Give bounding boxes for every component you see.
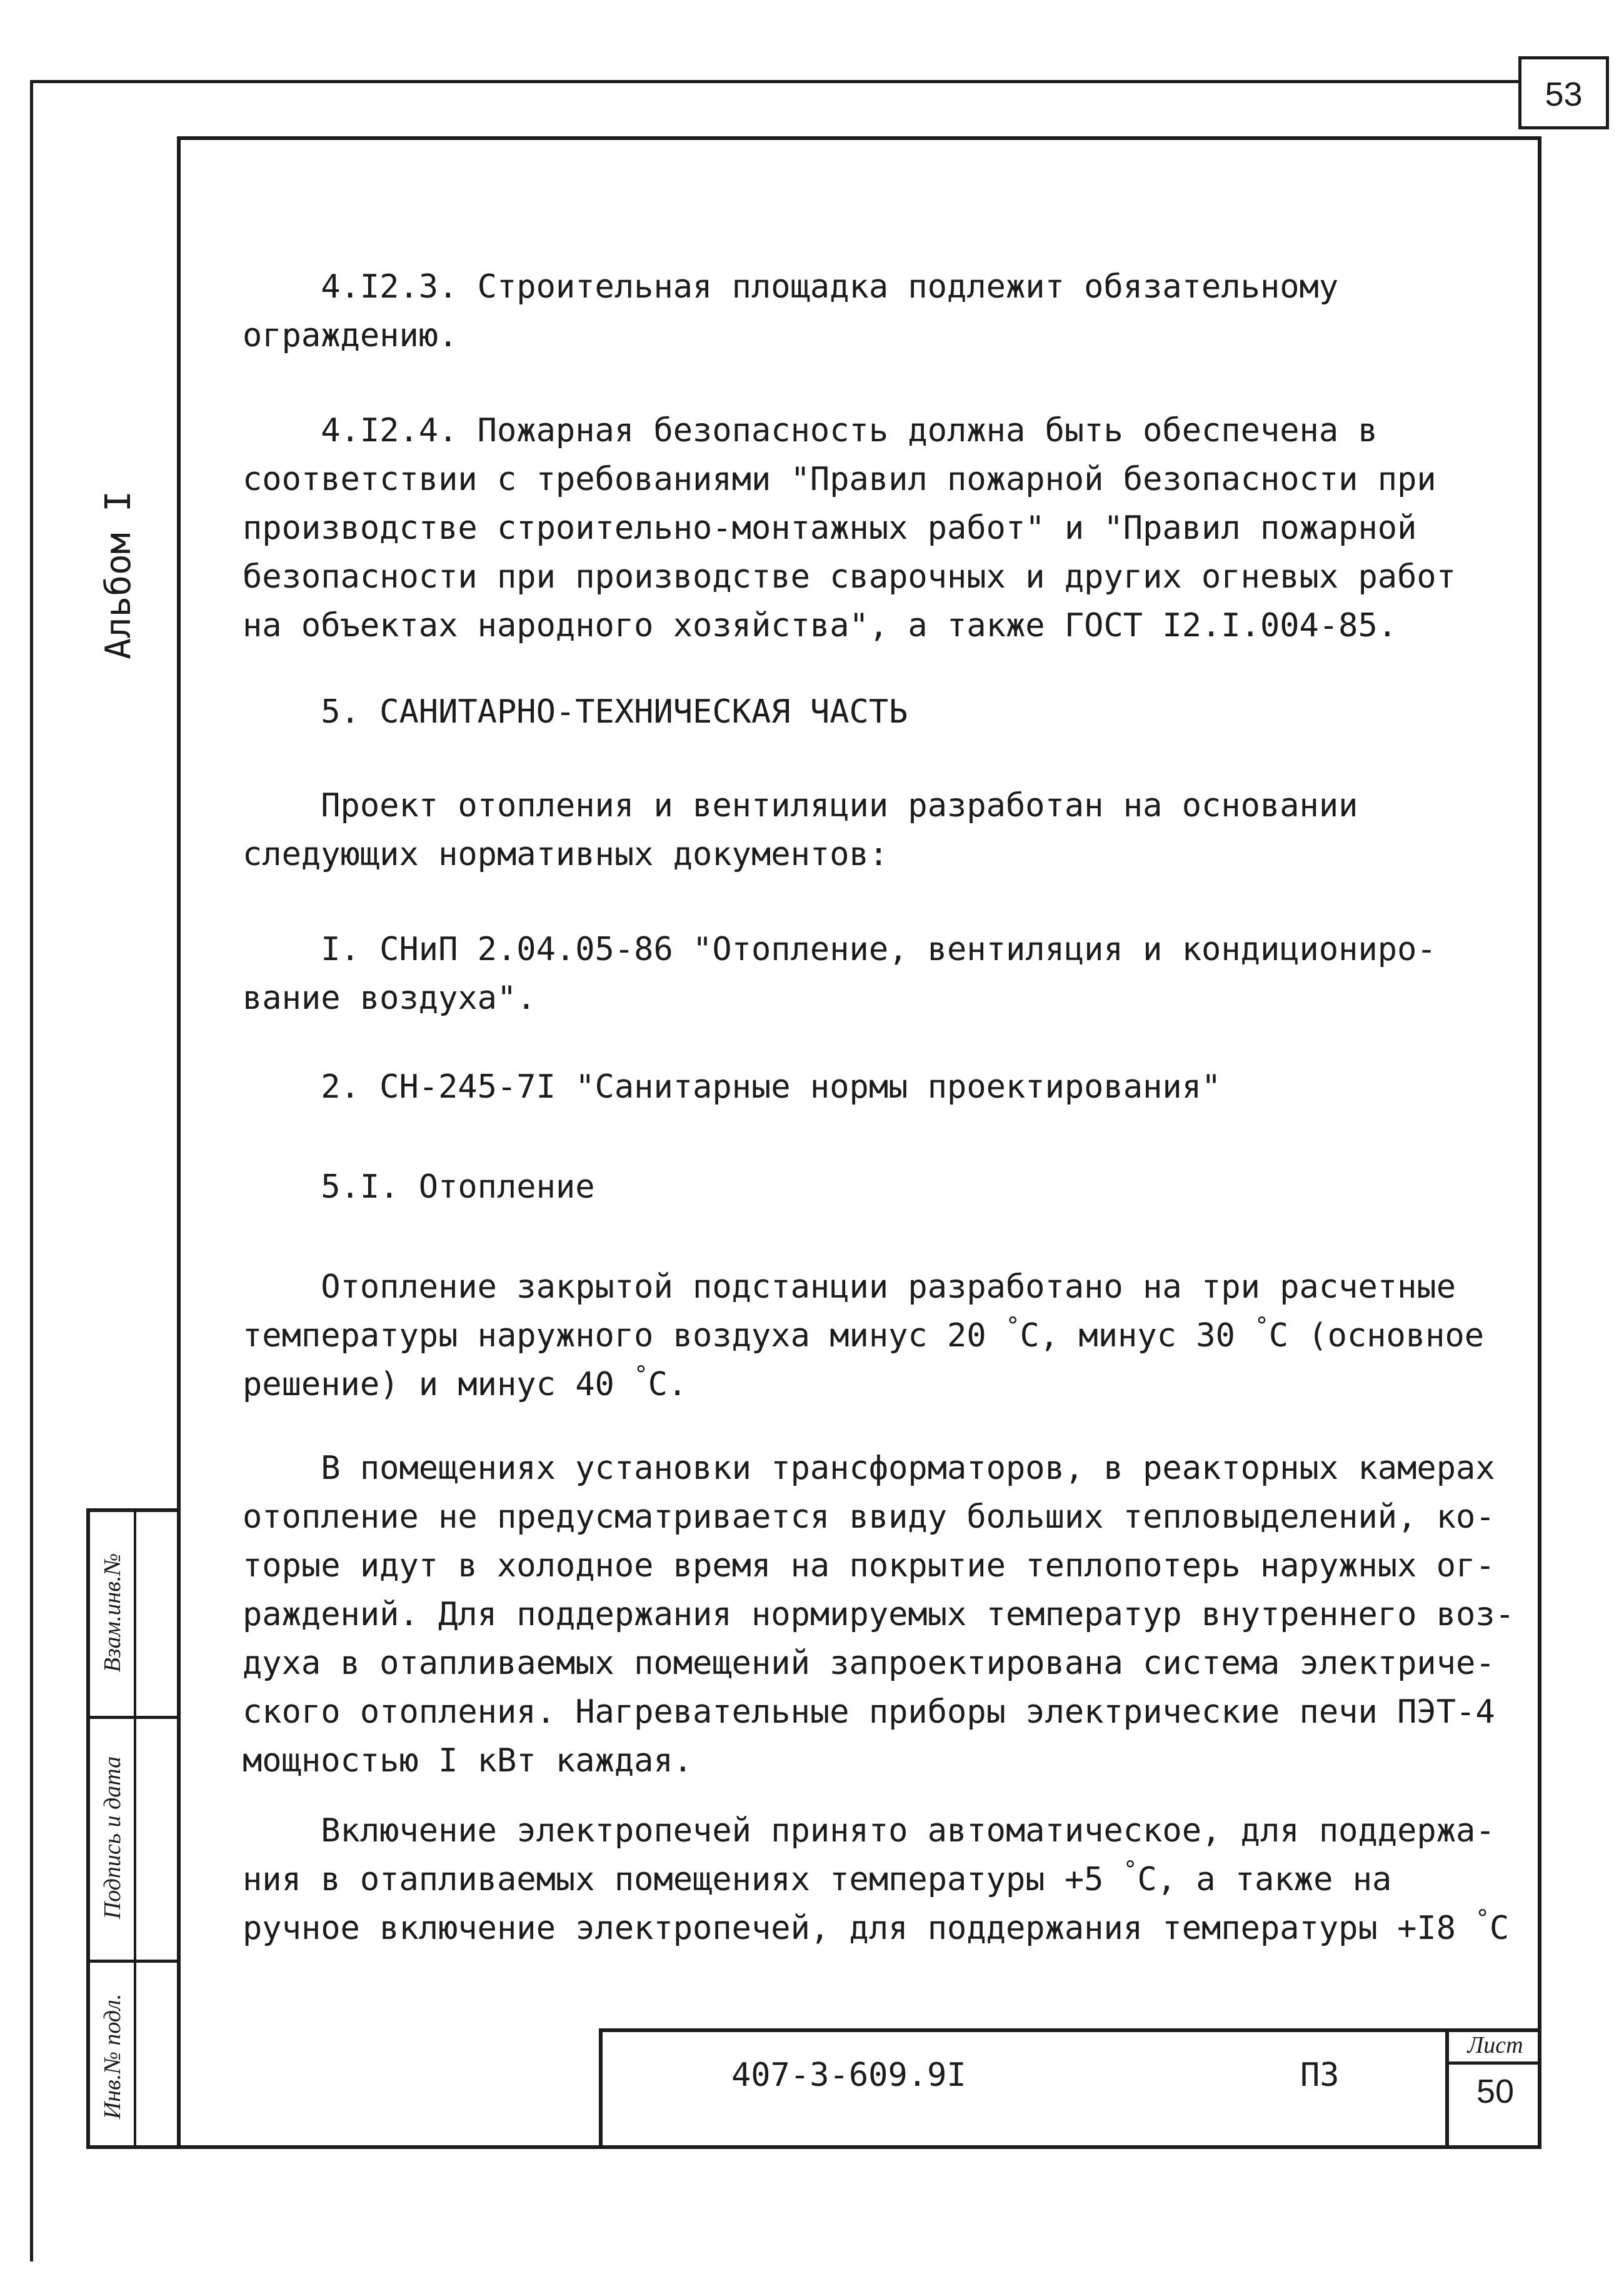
- stamp-exchange-inv: Взам.инв.№: [99, 1553, 126, 1673]
- degree-sign: °: [1123, 1855, 1138, 1883]
- paragraph: [243, 1063, 1499, 1111]
- text-line: ния в отапливаемых помещениях температуры +5 °С, а также на: [243, 1855, 1392, 1898]
- text-line: торые идут в холодное время на покрытие теплопотерь наружных ог-: [243, 1547, 1495, 1585]
- paragraph: [243, 688, 1499, 736]
- paragraph: [243, 925, 1499, 1023]
- text-line: Отопление закрытой подстанции разработано на три расчетные: [243, 1268, 1456, 1306]
- text-line: соответствии с требованиями "Правил пожарной безопасности при: [243, 461, 1436, 498]
- degree-sign: °: [1255, 1311, 1269, 1340]
- text-line: 4.I2.3. Строительная площадка подлежит обязательному: [243, 268, 1339, 306]
- text-line: производстве строительно-монтажных работ" и "Правил пожарной: [243, 509, 1417, 547]
- degree-sign: °: [1005, 1311, 1020, 1340]
- text-line: температуры наружного воздуха минус 20 °С, минус 30 °С (основное: [243, 1311, 1485, 1355]
- text-line: I. СНиП 2.04.05-86 "Отопление, вентиляция и кондициониро-: [243, 931, 1436, 968]
- degree-sign: °: [634, 1360, 648, 1388]
- stamp-signature-date: Подпись и дата: [99, 1756, 126, 1920]
- text-line: мощностью I кВт каждая.: [243, 1742, 693, 1780]
- sheet-number: 50: [1476, 2073, 1515, 2110]
- text-line: духа в отапливаемых помещений запроектирована система электриче-: [243, 1645, 1495, 1682]
- text-line: на объектах народного хозяйства", а также ГОСТ I2.I.004-85.: [243, 607, 1398, 644]
- album-label: Альбом I: [98, 491, 139, 659]
- paragraph: [243, 781, 1499, 879]
- text-line: отопление не предусматривается ввиду больших тепловыделений, ко-: [243, 1498, 1495, 1536]
- text-line: Включение электропечей принято автоматическое, для поддержа-: [243, 1812, 1495, 1850]
- paragraph: [243, 1444, 1515, 1785]
- stamp-strip-divider: [86, 1716, 177, 1719]
- paragraph: [243, 1263, 1499, 1409]
- text-line: решение) и минус 40 °С.: [243, 1360, 688, 1403]
- document-code: 407-3-609.9I: [731, 2056, 966, 2094]
- text-line: ручное включение электропечей, для поддержания температуры +I8 °С: [243, 1904, 1510, 1947]
- stamp-strip-divider-vertical: [134, 1508, 136, 2149]
- degree-sign: °: [1475, 1904, 1490, 1932]
- sheet-cell-divider: [1445, 2061, 1541, 2065]
- outer-frame-top: [30, 80, 1521, 83]
- stamp-inv-original: Инв.№ подл.: [99, 1993, 126, 2120]
- paragraph: [243, 263, 1499, 360]
- text-line: 4.I2.4. Пожарная безопасность должна быть обеспечена в: [243, 412, 1378, 449]
- text-line: 5. САНИТАРНО-ТЕХНИЧЕСКАЯ ЧАСТЬ: [243, 693, 908, 731]
- outer-frame-left: [30, 80, 33, 2261]
- text-line: В помещениях установки трансформаторов, в реакторных камерах: [243, 1450, 1495, 1487]
- sheet-label: Лист: [1467, 2032, 1523, 2058]
- text-line: вание воздуха".: [243, 979, 536, 1017]
- text-line: Проект отопления и вентиляции разработан на основании: [243, 787, 1358, 824]
- section-code: ПЗ: [1300, 2056, 1340, 2094]
- paragraph: [243, 406, 1499, 650]
- text-line: ограждению.: [243, 317, 458, 354]
- text-line: следующих нормативных документов:: [243, 836, 889, 873]
- text-line: ского отопления. Нагревательные приборы электрические печи ПЭТ-4: [243, 1693, 1495, 1731]
- paragraph: [243, 1806, 1510, 1953]
- paragraph: [243, 1163, 1499, 1211]
- text-line: 5.I. Отопление: [243, 1168, 595, 1206]
- text-line: раждений. Для поддержания нормируемых температур внутреннего воз-: [243, 1596, 1515, 1633]
- text-line: 2. СН-245-7I "Санитарные нормы проектирования": [243, 1068, 1221, 1106]
- text-line: безопасности при производстве сварочных и других огневых работ: [243, 558, 1456, 596]
- page-number: 53: [1545, 76, 1583, 113]
